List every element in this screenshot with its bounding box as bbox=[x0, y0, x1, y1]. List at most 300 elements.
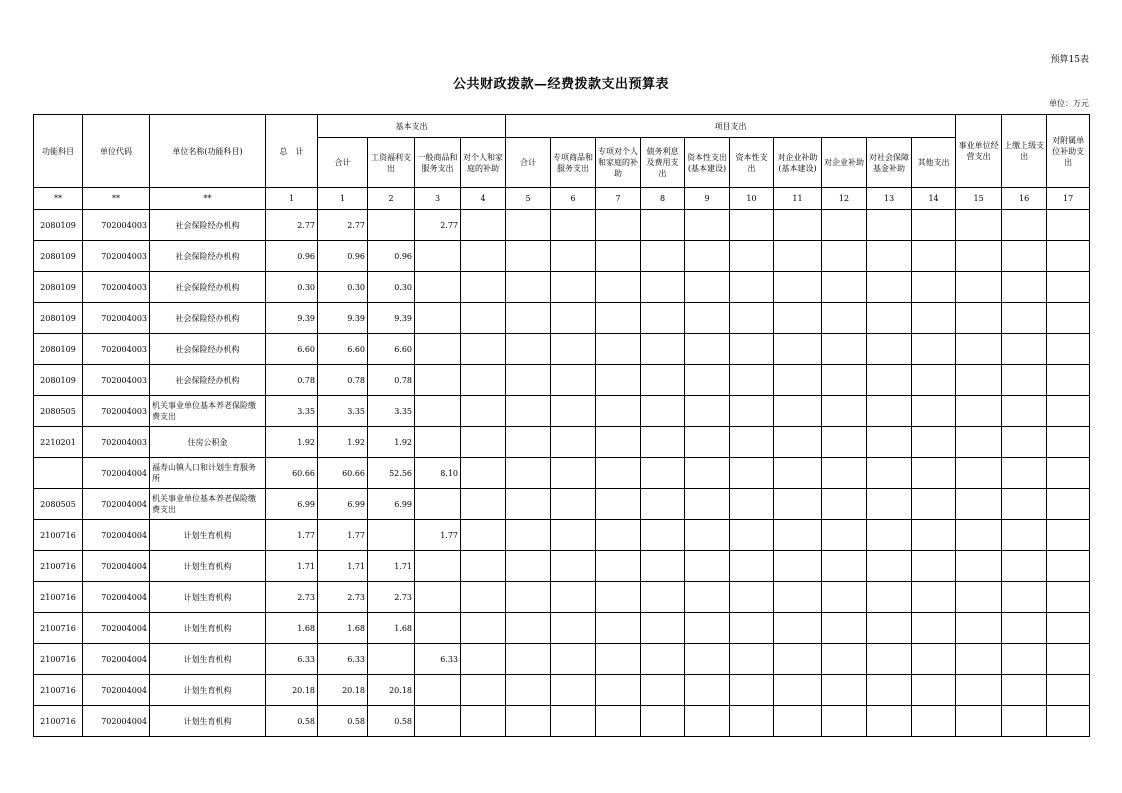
empty-cell bbox=[506, 365, 551, 396]
empty-cell bbox=[641, 427, 685, 458]
index-cell: ** bbox=[83, 188, 150, 210]
index-cell: 6 bbox=[551, 188, 596, 210]
unit-label: 单位：万元 bbox=[1049, 99, 1089, 108]
empty-cell bbox=[1047, 613, 1090, 644]
total-cell: 0.78 bbox=[266, 365, 318, 396]
table-row bbox=[34, 675, 1090, 706]
header-proj-sum: 合计 bbox=[506, 138, 551, 188]
func-code-cell: 2080109 bbox=[34, 210, 83, 241]
header-social-fund: 对社会保障基金补助 bbox=[867, 138, 912, 188]
empty-cell bbox=[822, 427, 867, 458]
empty-cell bbox=[1002, 365, 1047, 396]
empty-cell bbox=[912, 241, 956, 272]
empty-cell bbox=[912, 706, 956, 737]
empty-cell bbox=[685, 675, 730, 706]
empty-cell bbox=[506, 582, 551, 613]
empty-cell bbox=[506, 303, 551, 334]
func-code-cell: 2210201 bbox=[34, 427, 83, 458]
func-code-cell: 2080109 bbox=[34, 334, 83, 365]
empty-cell bbox=[461, 706, 506, 737]
empty-cell bbox=[822, 675, 867, 706]
empty-cell bbox=[685, 272, 730, 303]
empty-cell bbox=[730, 396, 774, 427]
page-title: 公共财政拨款—经费拨款支出预算表 bbox=[452, 77, 669, 92]
header-debt: 债务利息及费用支出 bbox=[641, 138, 685, 188]
wages-cell: 2.73 bbox=[368, 582, 415, 613]
empty-cell bbox=[596, 396, 641, 427]
index-cell: 2 bbox=[368, 188, 415, 210]
empty-cell bbox=[956, 303, 1002, 334]
empty-cell bbox=[641, 613, 685, 644]
empty-cell bbox=[461, 241, 506, 272]
empty-cell bbox=[774, 241, 822, 272]
empty-cell bbox=[822, 520, 867, 551]
unit-code-cell: 702004003 bbox=[83, 427, 150, 458]
empty-cell bbox=[461, 303, 506, 334]
empty-cell bbox=[774, 210, 822, 241]
empty-cell bbox=[461, 396, 506, 427]
table-row bbox=[34, 520, 1090, 551]
wages-cell: 9.39 bbox=[368, 303, 415, 334]
empty-cell bbox=[822, 272, 867, 303]
empty-cell bbox=[912, 303, 956, 334]
goods-cell bbox=[415, 334, 461, 365]
empty-cell bbox=[1002, 427, 1047, 458]
goods-cell bbox=[415, 706, 461, 737]
empty-cell bbox=[596, 241, 641, 272]
empty-cell bbox=[867, 520, 912, 551]
empty-cell bbox=[867, 489, 912, 520]
empty-cell bbox=[1047, 427, 1090, 458]
empty-cell bbox=[956, 644, 1002, 675]
empty-cell bbox=[822, 458, 867, 489]
empty-cell bbox=[867, 396, 912, 427]
index-cell: 13 bbox=[867, 188, 912, 210]
empty-cell bbox=[730, 458, 774, 489]
empty-cell bbox=[1047, 396, 1090, 427]
empty-cell bbox=[956, 365, 1002, 396]
unit-code-cell: 702004004 bbox=[83, 458, 150, 489]
empty-cell bbox=[1002, 551, 1047, 582]
empty-cell bbox=[822, 241, 867, 272]
empty-cell bbox=[730, 613, 774, 644]
empty-cell bbox=[1002, 458, 1047, 489]
header-project: 项目支出 bbox=[506, 115, 956, 138]
empty-cell bbox=[461, 675, 506, 706]
total-cell: 20.18 bbox=[266, 675, 318, 706]
empty-cell bbox=[867, 675, 912, 706]
empty-cell bbox=[912, 210, 956, 241]
basic-sum-cell: 9.39 bbox=[318, 303, 368, 334]
empty-cell bbox=[1002, 303, 1047, 334]
budget-table bbox=[33, 114, 1090, 737]
table-number-label: 预算15表 bbox=[1050, 55, 1089, 65]
func-code-cell: 2100716 bbox=[34, 613, 83, 644]
unit-name-cell: 计划生育机构 bbox=[150, 520, 266, 551]
empty-cell bbox=[867, 706, 912, 737]
empty-cell bbox=[596, 520, 641, 551]
empty-cell bbox=[641, 334, 685, 365]
empty-cell bbox=[912, 520, 956, 551]
header-func-code: 功能科目 bbox=[34, 115, 83, 188]
empty-cell bbox=[641, 520, 685, 551]
empty-cell bbox=[551, 520, 596, 551]
empty-cell bbox=[461, 427, 506, 458]
goods-cell bbox=[415, 241, 461, 272]
empty-cell bbox=[506, 551, 551, 582]
empty-cell bbox=[506, 520, 551, 551]
empty-cell bbox=[774, 458, 822, 489]
empty-cell bbox=[641, 272, 685, 303]
empty-cell bbox=[596, 272, 641, 303]
basic-sum-cell: 6.60 bbox=[318, 334, 368, 365]
empty-cell bbox=[551, 706, 596, 737]
index-cell: 8 bbox=[641, 188, 685, 210]
empty-cell bbox=[774, 551, 822, 582]
empty-cell bbox=[774, 334, 822, 365]
index-cell: 1 bbox=[318, 188, 368, 210]
func-code-cell bbox=[34, 458, 83, 489]
unit-code-cell: 702004003 bbox=[83, 272, 150, 303]
empty-cell bbox=[822, 365, 867, 396]
empty-cell bbox=[956, 272, 1002, 303]
empty-cell bbox=[730, 427, 774, 458]
empty-cell bbox=[641, 551, 685, 582]
unit-code-cell: 702004003 bbox=[83, 241, 150, 272]
empty-cell bbox=[641, 706, 685, 737]
empty-cell bbox=[912, 458, 956, 489]
empty-cell bbox=[461, 365, 506, 396]
unit-code-cell: 702004004 bbox=[83, 551, 150, 582]
unit-code-cell: 702004004 bbox=[83, 520, 150, 551]
empty-cell bbox=[956, 551, 1002, 582]
empty-cell bbox=[1002, 241, 1047, 272]
empty-cell bbox=[506, 675, 551, 706]
empty-cell bbox=[641, 489, 685, 520]
unit-name-cell: 社会保险经办机构 bbox=[150, 334, 266, 365]
goods-cell: 2.77 bbox=[415, 210, 461, 241]
goods-cell bbox=[415, 675, 461, 706]
empty-cell bbox=[596, 582, 641, 613]
empty-cell bbox=[774, 365, 822, 396]
unit-name-cell: 机关事业单位基本养老保险缴费支出 bbox=[150, 396, 266, 427]
index-cell: 17 bbox=[1047, 188, 1090, 210]
empty-cell bbox=[1002, 334, 1047, 365]
unit-name-cell: 计划生育机构 bbox=[150, 582, 266, 613]
empty-cell bbox=[641, 365, 685, 396]
empty-cell bbox=[596, 613, 641, 644]
empty-cell bbox=[730, 582, 774, 613]
empty-cell bbox=[461, 613, 506, 644]
wages-cell: 0.96 bbox=[368, 241, 415, 272]
header-goods: 一般商品和服务支出 bbox=[415, 138, 461, 188]
empty-cell bbox=[912, 582, 956, 613]
empty-cell bbox=[1002, 489, 1047, 520]
func-code-cell: 2100716 bbox=[34, 675, 83, 706]
empty-cell bbox=[956, 520, 1002, 551]
index-row bbox=[34, 188, 1090, 210]
empty-cell bbox=[506, 458, 551, 489]
table-row bbox=[34, 365, 1090, 396]
empty-cell bbox=[596, 303, 641, 334]
empty-cell bbox=[685, 365, 730, 396]
index-cell: 7 bbox=[596, 188, 641, 210]
header-affiliated: 对附属单位补助支出 bbox=[1047, 115, 1090, 188]
func-code-cell: 2100716 bbox=[34, 520, 83, 551]
empty-cell bbox=[730, 551, 774, 582]
header-unit-name: 单位名称(功能科目) bbox=[150, 115, 266, 188]
empty-cell bbox=[867, 303, 912, 334]
empty-cell bbox=[551, 365, 596, 396]
empty-cell bbox=[956, 427, 1002, 458]
unit-name-cell: 计划生育机构 bbox=[150, 644, 266, 675]
empty-cell bbox=[1002, 520, 1047, 551]
empty-cell bbox=[596, 334, 641, 365]
wages-cell: 52.56 bbox=[368, 458, 415, 489]
empty-cell bbox=[730, 644, 774, 675]
empty-cell bbox=[912, 365, 956, 396]
table-row bbox=[34, 706, 1090, 737]
empty-cell bbox=[551, 458, 596, 489]
empty-cell bbox=[774, 675, 822, 706]
empty-cell bbox=[774, 489, 822, 520]
empty-cell bbox=[641, 582, 685, 613]
empty-cell bbox=[641, 675, 685, 706]
basic-sum-cell: 20.18 bbox=[318, 675, 368, 706]
basic-sum-cell: 1.92 bbox=[318, 427, 368, 458]
empty-cell bbox=[1047, 551, 1090, 582]
unit-code-cell: 702004004 bbox=[83, 582, 150, 613]
empty-cell bbox=[912, 334, 956, 365]
unit-code-cell: 702004003 bbox=[83, 334, 150, 365]
empty-cell bbox=[596, 644, 641, 675]
empty-cell bbox=[774, 272, 822, 303]
table-row bbox=[34, 210, 1090, 241]
empty-cell bbox=[867, 365, 912, 396]
empty-cell bbox=[867, 582, 912, 613]
index-cell: 16 bbox=[1002, 188, 1047, 210]
header-proj-goods: 专项商品和服务支出 bbox=[551, 138, 596, 188]
wages-cell bbox=[368, 210, 415, 241]
empty-cell bbox=[461, 272, 506, 303]
empty-cell bbox=[461, 489, 506, 520]
empty-cell bbox=[596, 365, 641, 396]
wages-cell: 6.99 bbox=[368, 489, 415, 520]
empty-cell bbox=[551, 272, 596, 303]
empty-cell bbox=[1047, 303, 1090, 334]
basic-sum-cell: 60.66 bbox=[318, 458, 368, 489]
header-wages: 工资福利支出 bbox=[368, 138, 415, 188]
table-row bbox=[34, 241, 1090, 272]
empty-cell bbox=[685, 551, 730, 582]
basic-sum-cell: 2.73 bbox=[318, 582, 368, 613]
header-capital-basic: 资本性支出(基本建设) bbox=[685, 138, 730, 188]
unit-name-cell: 计划生育机构 bbox=[150, 613, 266, 644]
total-cell: 0.96 bbox=[266, 241, 318, 272]
unit-name-cell: 计划生育机构 bbox=[150, 675, 266, 706]
empty-cell bbox=[685, 644, 730, 675]
goods-cell bbox=[415, 582, 461, 613]
unit-name-cell: 社会保险经办机构 bbox=[150, 365, 266, 396]
header-proj-personal: 专项对个人和家庭的补助 bbox=[596, 138, 641, 188]
empty-cell bbox=[596, 675, 641, 706]
header-other: 其他支出 bbox=[912, 138, 956, 188]
total-cell: 1.68 bbox=[266, 613, 318, 644]
table-row bbox=[34, 458, 1090, 489]
empty-cell bbox=[774, 520, 822, 551]
empty-cell bbox=[1047, 675, 1090, 706]
goods-cell bbox=[415, 489, 461, 520]
empty-cell bbox=[596, 551, 641, 582]
unit-code-cell: 702004003 bbox=[83, 396, 150, 427]
empty-cell bbox=[867, 613, 912, 644]
header-capital: 资本性支出 bbox=[730, 138, 774, 188]
empty-cell bbox=[1002, 613, 1047, 644]
empty-cell bbox=[774, 396, 822, 427]
basic-sum-cell: 2.77 bbox=[318, 210, 368, 241]
empty-cell bbox=[822, 210, 867, 241]
empty-cell bbox=[730, 334, 774, 365]
unit-name-cell: 社会保险经办机构 bbox=[150, 303, 266, 334]
wages-cell: 6.60 bbox=[368, 334, 415, 365]
empty-cell bbox=[774, 427, 822, 458]
empty-cell bbox=[956, 613, 1002, 644]
empty-cell bbox=[551, 489, 596, 520]
empty-cell bbox=[685, 520, 730, 551]
empty-cell bbox=[551, 551, 596, 582]
header-personal: 对个人和家庭的补助 bbox=[461, 138, 506, 188]
empty-cell bbox=[774, 303, 822, 334]
wages-cell: 1.68 bbox=[368, 613, 415, 644]
empty-cell bbox=[685, 303, 730, 334]
table-row bbox=[34, 644, 1090, 675]
empty-cell bbox=[641, 396, 685, 427]
empty-cell bbox=[596, 458, 641, 489]
basic-sum-cell: 3.35 bbox=[318, 396, 368, 427]
total-cell: 3.35 bbox=[266, 396, 318, 427]
empty-cell bbox=[641, 458, 685, 489]
empty-cell bbox=[730, 520, 774, 551]
empty-cell bbox=[506, 489, 551, 520]
empty-cell bbox=[596, 706, 641, 737]
unit-name-cell: 计划生育机构 bbox=[150, 551, 266, 582]
wages-cell: 0.78 bbox=[368, 365, 415, 396]
func-code-cell: 2100716 bbox=[34, 551, 83, 582]
empty-cell bbox=[506, 706, 551, 737]
empty-cell bbox=[1047, 582, 1090, 613]
empty-cell bbox=[506, 272, 551, 303]
func-code-cell: 2080109 bbox=[34, 272, 83, 303]
empty-cell bbox=[461, 210, 506, 241]
index-cell: 3 bbox=[415, 188, 461, 210]
empty-cell bbox=[912, 489, 956, 520]
total-cell: 6.99 bbox=[266, 489, 318, 520]
empty-cell bbox=[912, 551, 956, 582]
empty-cell bbox=[551, 334, 596, 365]
empty-cell bbox=[912, 675, 956, 706]
empty-cell bbox=[551, 241, 596, 272]
empty-cell bbox=[685, 334, 730, 365]
empty-cell bbox=[867, 272, 912, 303]
empty-cell bbox=[506, 334, 551, 365]
empty-cell bbox=[1002, 272, 1047, 303]
empty-cell bbox=[641, 303, 685, 334]
empty-cell bbox=[730, 706, 774, 737]
empty-cell bbox=[1002, 644, 1047, 675]
empty-cell bbox=[867, 210, 912, 241]
unit-name-cell: 机关事业单位基本养老保险缴费支出 bbox=[150, 489, 266, 520]
table-row bbox=[34, 396, 1090, 427]
func-code-cell: 2100716 bbox=[34, 644, 83, 675]
empty-cell bbox=[506, 644, 551, 675]
unit-code-cell: 702004004 bbox=[83, 613, 150, 644]
goods-cell: 1.77 bbox=[415, 520, 461, 551]
wages-cell bbox=[368, 644, 415, 675]
empty-cell bbox=[551, 613, 596, 644]
total-cell: 0.58 bbox=[266, 706, 318, 737]
index-cell: 12 bbox=[822, 188, 867, 210]
empty-cell bbox=[506, 210, 551, 241]
unit-name-cell: 福寿山镇人口和计划生育服务所 bbox=[150, 458, 266, 489]
goods-cell bbox=[415, 303, 461, 334]
basic-sum-cell: 0.58 bbox=[318, 706, 368, 737]
empty-cell bbox=[551, 303, 596, 334]
empty-cell bbox=[1047, 489, 1090, 520]
goods-cell bbox=[415, 396, 461, 427]
empty-cell bbox=[1002, 675, 1047, 706]
empty-cell bbox=[774, 613, 822, 644]
basic-sum-cell: 0.96 bbox=[318, 241, 368, 272]
empty-cell bbox=[641, 210, 685, 241]
empty-cell bbox=[956, 706, 1002, 737]
index-cell: 15 bbox=[956, 188, 1002, 210]
header-ent-sub: 对企业补助 bbox=[822, 138, 867, 188]
empty-cell bbox=[774, 706, 822, 737]
index-cell: 14 bbox=[912, 188, 956, 210]
empty-cell bbox=[822, 303, 867, 334]
empty-cell bbox=[1047, 706, 1090, 737]
empty-cell bbox=[774, 644, 822, 675]
empty-cell bbox=[956, 582, 1002, 613]
empty-cell bbox=[596, 210, 641, 241]
unit-code-cell: 702004003 bbox=[83, 365, 150, 396]
empty-cell bbox=[822, 613, 867, 644]
empty-cell bbox=[1047, 365, 1090, 396]
header-basic: 基本支出 bbox=[318, 115, 506, 138]
func-code-cell: 2080505 bbox=[34, 489, 83, 520]
empty-cell bbox=[1047, 520, 1090, 551]
table-row bbox=[34, 334, 1090, 365]
index-cell: 1 bbox=[266, 188, 318, 210]
func-code-cell: 2100716 bbox=[34, 706, 83, 737]
unit-name-cell: 社会保险经办机构 bbox=[150, 272, 266, 303]
empty-cell bbox=[551, 644, 596, 675]
empty-cell bbox=[867, 241, 912, 272]
empty-cell bbox=[822, 644, 867, 675]
empty-cell bbox=[641, 241, 685, 272]
total-cell: 0.30 bbox=[266, 272, 318, 303]
total-cell: 60.66 bbox=[266, 458, 318, 489]
empty-cell bbox=[461, 644, 506, 675]
index-cell: 4 bbox=[461, 188, 506, 210]
empty-cell bbox=[912, 396, 956, 427]
empty-cell bbox=[1047, 458, 1090, 489]
index-cell: 9 bbox=[685, 188, 730, 210]
empty-cell bbox=[596, 427, 641, 458]
empty-cell bbox=[1047, 644, 1090, 675]
func-code-cell: 2100716 bbox=[34, 582, 83, 613]
total-cell: 6.60 bbox=[266, 334, 318, 365]
